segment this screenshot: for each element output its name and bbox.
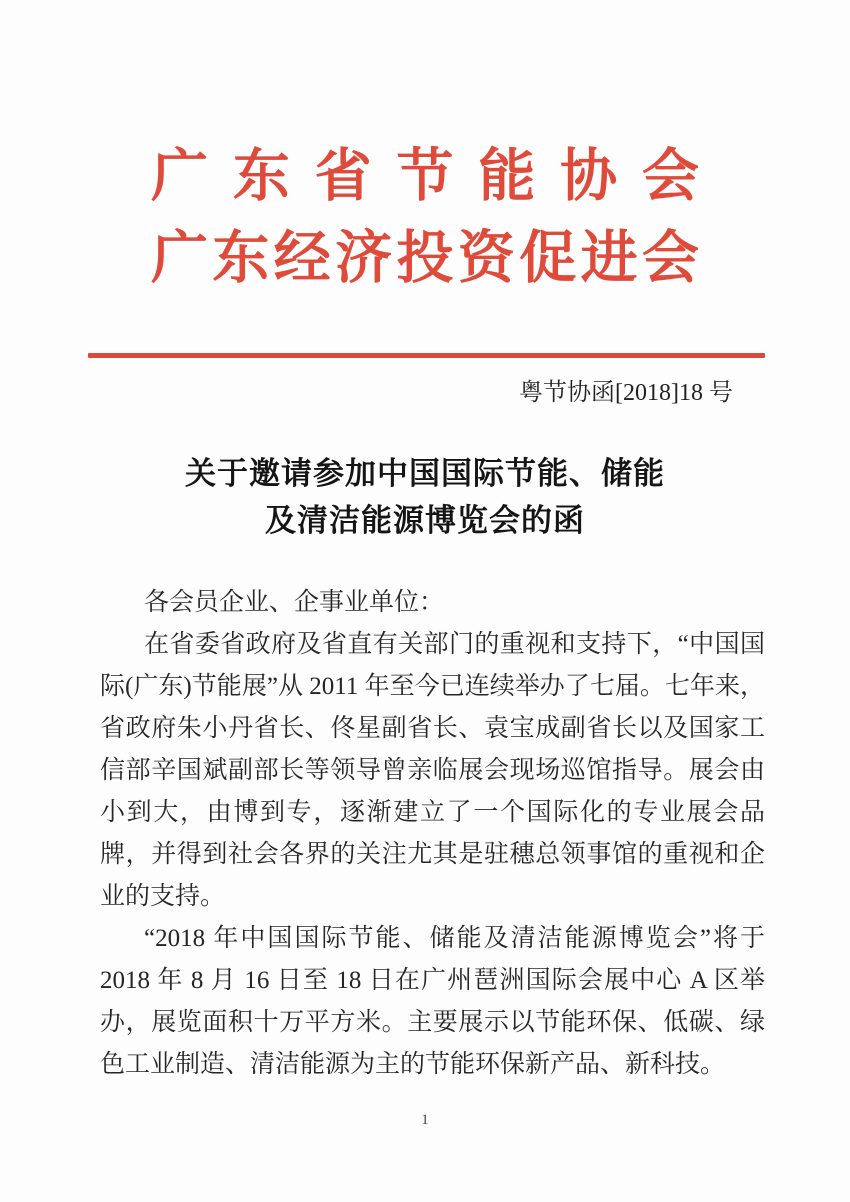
- letterhead: [151, 0, 699, 300]
- letterhead-line-1: 广东省节能协会: [151, 145, 699, 208]
- page-number: 1: [421, 1112, 429, 1128]
- document-title-line-1: 关于邀请参加中国国际节能、储能: [185, 456, 665, 491]
- document-body: [100, 582, 765, 1086]
- body-paragraph: “2018 年中国国际节能、储能及清洁能源博览会”将于 2018 年 8 月 16 日至 18 日在广州琶洲国际会展中心 A 区举办，展览面积十万平方米。主要展示以节能环保、低碳、绿色工业制造、清洁能源为主的节能环保新产品、新科技。: [100, 925, 765, 1078]
- document-number: 粤节协函[2018]18 号: [519, 380, 733, 406]
- document-title-line-2: 及清洁能源博览会的函: [265, 503, 585, 538]
- document-title: [0, 450, 850, 544]
- salutation: 各会员企业、企事业单位：: [144, 589, 445, 616]
- letterhead-line-2: 广东经济投资促进会: [151, 227, 699, 290]
- body-paragraph: 在省委省政府及省直有关部门的重视和支持下，“中国国际(广东)节能展”从 2011 年至今已连续举办了七届。七年来，省政府朱小丹省长、佟星副省长、袁宝成副省长以及国家工信部辛国斌副部长等领导曾亲临展会现场巡馆指导。展会由小到大，由博到专，逐渐建立了一个国际化的专业展会品牌，并得到社会各界的关注尤其是驻穗总领事馆的重视和企业的支持。: [100, 631, 765, 910]
- letterhead-divider: [88, 353, 765, 358]
